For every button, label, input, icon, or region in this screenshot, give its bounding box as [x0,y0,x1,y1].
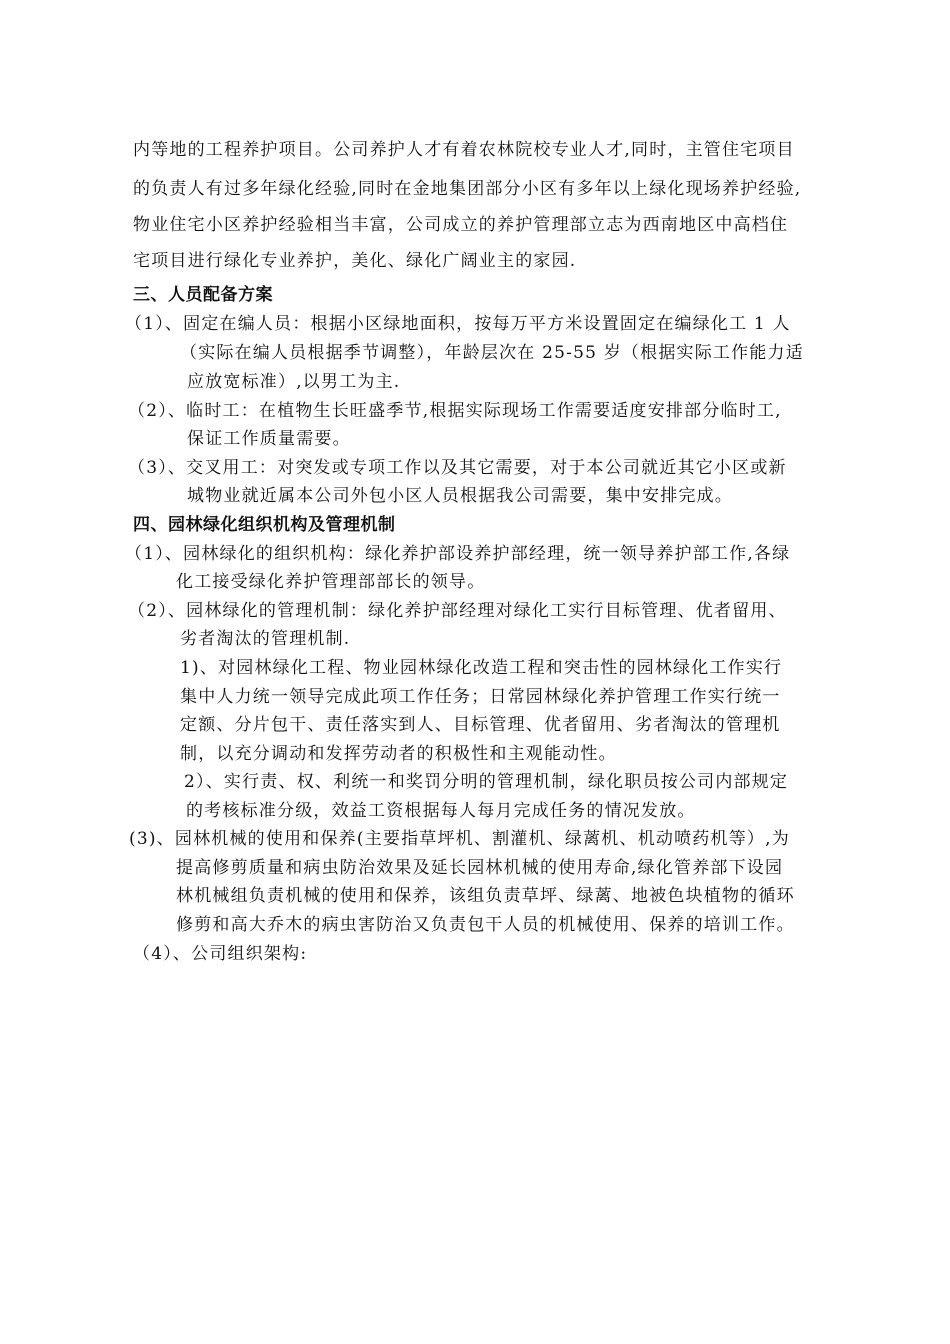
s4-item3-line-4: 修剪和高大乔木的病虫害防治又负责包干人员的机械使用、保养的培训工作。 [176,915,795,935]
s4-item3-line-1: (3)、园林机械的使用和保养(主要指草坪机、割灌机、绿蓠机、机动喷药机等）,为 [129,829,790,849]
intro-line-4: 宅项目进行绿化专业养护，美化、绿化广阔业主的家园. [133,251,577,271]
s4-sub1-line-3: 定额、分片包干、责任落实到人、目标管理、优者留用、劣者淘汰的管理机 [180,715,781,735]
s3-item1-line-1: （1）、固定在编人员：根据小区绿地面积，按每万平方米设置固定在编绿化工 1 人 [125,314,791,334]
intro-line-3: 物业住宅小区养护经验相当丰富，公司成立的养护管理部立志为西南地区中高档住 [133,215,789,235]
intro-line-2: 的负责人有过多年绿化经验,同时在金地集团部分小区有多年以上绿化现场养护经验, [133,179,802,199]
section-4-heading: 四、园林绿化组织机构及管理机制 [133,515,396,535]
s3-item1-line-3: 应放宽标准）,以男工为主. [187,372,401,392]
s4-item3-line-2: 提高修剪质量和病虫防治效果及延长园林机械的使用寿命,绿化管养部下设园 [176,858,784,878]
s4-item2-line-1: （2）、园林绿化的管理机制：绿化养护部经理对绿化工实行目标管理、优者留用、 [128,601,787,621]
s4-item2-line-2: 劣者淘汰的管理机制. [180,629,351,649]
s4-sub2-line-1: 2）、实行责、权、利统一和奖罚分明的管理机制，绿化职员按公司内部规定 [184,772,789,792]
s3-item3-line-2: 城物业就近属本公司外包小区人员根据我公司需要，集中安排完成。 [187,486,733,506]
s4-item3-line-3: 林机械组负责机械的使用和保养，该组负责草坪、绿蓠、地被色块植物的循环 [176,886,795,906]
s3-item1-line-2: （实际在编人员根据季节调整），年龄层次在 25-55 岁（根据实际工作能力适 [180,343,804,363]
s4-sub1-line-4: 制，以充分调动和发挥劳动者的积极性和主观能动性。 [180,744,617,764]
s3-item2-line-1: （2）、临时工：在植物生长旺盛季节,根据实际现场工作需要适度安排部分临时工, [128,401,782,421]
s4-sub2-line-2: 的考核标准分级，效益工资根据每人每月完成任务的情况发放。 [186,801,696,821]
s3-item2-line-2: 保证工作质量需要。 [187,429,351,449]
s4-item1-line-2: 化工接受绿化养护管理部部长的领导。 [176,572,486,592]
s4-sub1-line-1: 1)、对园林绿化工程、物业园林绿化改造工程和突击性的园林绿化工作实行 [180,658,783,678]
section-3-heading: 三、人员配备方案 [133,285,273,305]
s3-item3-line-1: （3）、交叉用工：对突发或专项工作以及其它需要，对于本公司就近其它小区或新 [128,458,787,478]
intro-line-1: 内等地的工程养护项目。公司养护人才有着农林院校专业人才,同时，主管住宅项目 [133,140,795,160]
s4-sub1-line-2: 集中人力统一领导完成此项工作任务；日常园林绿化养护管理工作实行统一 [180,687,781,707]
s4-item1-line-1: （1）、园林绿化的组织机构：绿化养护部设养护部经理，统一领导养护部工作,各绿 [125,544,791,564]
s4-item4-line: （4）、公司组织架构: [133,944,308,964]
